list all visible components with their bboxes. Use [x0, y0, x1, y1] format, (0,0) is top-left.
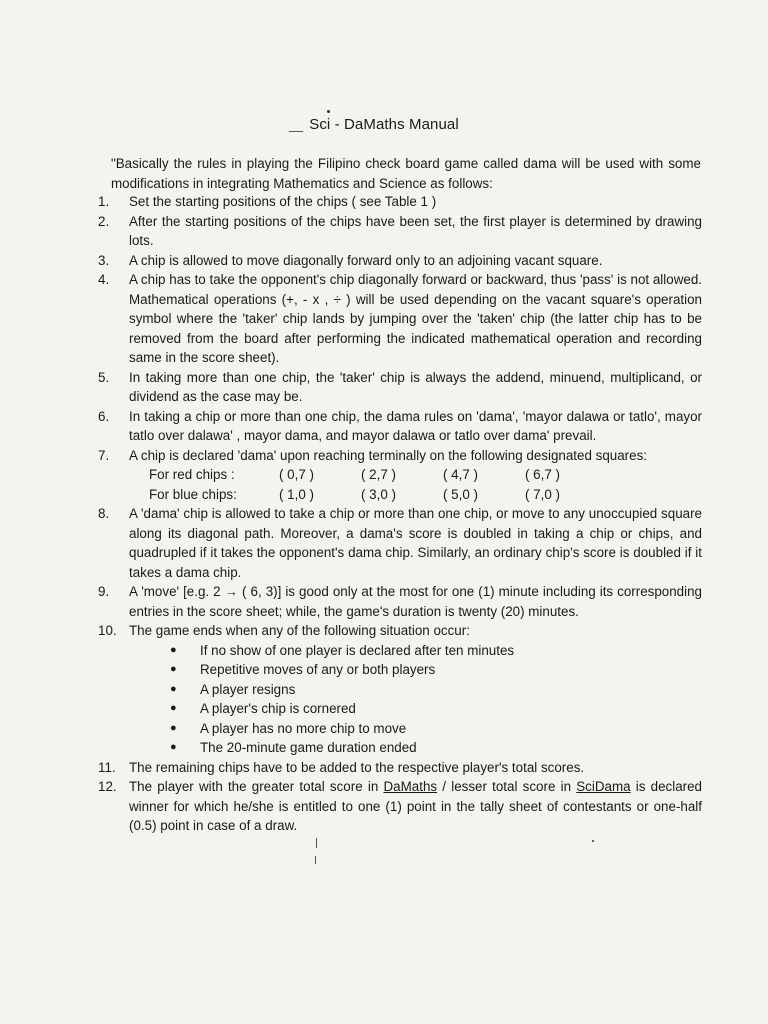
- blue-chips-label: For blue chips:: [149, 486, 237, 502]
- rule-item: [98, 270, 702, 368]
- end-conditions-list: [170, 641, 702, 758]
- rule-text: A chip has to take the opponent's chip diagonally forward or backward, thus 'pass' is not allowed. Mathematical operations (+, - x , ÷ ) will be used depending on the vacant square's operation symbol where the 'taker' chip lands by jumping over the 'taken' chip (the latter chip has to be removed from the board after performing the indicated mathematical operation and recording same in the score sheet).: [129, 272, 702, 365]
- square-coordinate: ( 1,0 ): [279, 486, 314, 502]
- rule-item: [98, 407, 702, 446]
- rule-number: 6.: [98, 408, 110, 424]
- rule-item: [98, 621, 702, 641]
- rule-number: 4.: [98, 272, 110, 287]
- bullet-icon: ●: [170, 663, 177, 675]
- square-coordinate: ( 2,7 ): [361, 467, 396, 482]
- list-item: [170, 680, 702, 700]
- damaths-term: DaMaths: [383, 779, 438, 794]
- rule-number: 9.: [98, 584, 110, 599]
- bullet-icon: ●: [170, 702, 177, 714]
- rule-item: [98, 192, 702, 212]
- bullet-icon: ●: [170, 721, 177, 734]
- square-coordinate: ( 0,7 ): [279, 467, 314, 482]
- rule-item: [98, 582, 702, 621]
- rule-number: 7.: [98, 447, 110, 463]
- rule-text: In taking a chip or more than one chip, the dama rules on 'dama', 'mayor dalawa or tatlo', mayor tatlo over dalawa' , mayor dama, and mayor dalawa or tatlo over dama' prevail.: [129, 408, 702, 443]
- rule-text: In taking more than one chip, the 'taker' chip is always the addend, minuend, multiplicand, or dividend as the case may be.: [129, 369, 702, 404]
- rule-text: A 'dama' chip is allowed to take a chip or more than one chip, or move to any unoccupied square along its diagonal path. Moreover, a dama's score is doubled in taking a chip or chips, and quadrupled if it takes the opponent's dama chip. Similarly, an ordinary chip's score is doubled if it takes a dama chip.: [129, 506, 702, 580]
- rule-text: Set the starting positions of the chips ( see Table 1 ): [129, 194, 437, 209]
- intro-paragraph: "Basically the rules in playing the Filipino check board game called dama will be used with some modifications in integrating Mathematics and Science as follows:: [111, 156, 701, 191]
- scan-mark: [315, 856, 316, 864]
- rule-text-part: / lesser total score in: [437, 779, 577, 794]
- scan-mark: [316, 838, 317, 848]
- rule-text: A chip is allowed to move diagonally forward only to an adjoining vacant square.: [129, 252, 603, 268]
- square-coordinate: ( 4,7 ): [443, 467, 478, 482]
- square-coordinate: ( 7,0 ): [525, 486, 560, 502]
- rule-number: 5.: [98, 369, 110, 385]
- square-coordinate: ( 6,7 ): [525, 467, 560, 482]
- rule-number: 1.: [98, 194, 110, 209]
- bullet-text: A player has no more chip to move: [200, 720, 407, 736]
- list-item: [170, 660, 702, 680]
- rule-text: [129, 777, 702, 836]
- rule-number: 8.: [98, 506, 110, 521]
- rule-item: [98, 446, 702, 466]
- rule-text-part: is declared winner for which he/she is entitled to one (1) point in the tally sheet of contestants or one-half (0.5) point in case of a draw.: [129, 779, 703, 833]
- scan-speck: [592, 840, 594, 842]
- rule-text: A 'move' [e.g. 2 → ( 6, 3)] is good only at the most for one (1) minute including its corresponding entries in the score sheet; while, the game's duration is twenty (20) minutes.: [129, 584, 702, 619]
- list-item: [170, 699, 702, 719]
- rule-number: 12.: [98, 779, 117, 794]
- rule-text: The remaining chips have to be added to the respective player's total scores.: [129, 759, 585, 775]
- rule-text: After the starting positions of the chips have been set, the first player is determined by drawing lots.: [129, 213, 702, 248]
- scidama-term: SciDama: [576, 779, 631, 794]
- rule-text: The game ends when any of the following situation occur:: [129, 623, 470, 638]
- bullet-icon: ●: [170, 682, 177, 695]
- rule-text: A chip is declared 'dama' upon reaching terminally on the following designated squares:: [129, 447, 647, 463]
- rule-number: 10.: [98, 623, 117, 638]
- list-item: [170, 719, 702, 739]
- rule-number: 2.: [98, 213, 110, 229]
- rule-number: 11.: [98, 759, 116, 775]
- square-coordinate: ( 5,0 ): [443, 486, 478, 502]
- rule-item: [98, 504, 702, 582]
- bullet-icon: ●: [170, 741, 177, 753]
- bullet-icon: ●: [170, 643, 177, 656]
- rule-item: [98, 777, 702, 836]
- bullet-text: Repetitive moves of any or both players: [200, 662, 436, 677]
- red-squares-row: [149, 465, 702, 485]
- list-item: [170, 738, 702, 758]
- rules-list: [98, 192, 702, 836]
- bullet-text: A player resigns: [200, 681, 296, 697]
- scan-speck: [327, 110, 330, 113]
- rule-number: 3.: [98, 252, 110, 268]
- bullet-text: A player's chip is cornered: [200, 701, 356, 716]
- list-item: [170, 641, 702, 661]
- blue-squares-row: [149, 485, 702, 505]
- rule-item: [98, 368, 702, 407]
- square-coordinate: ( 3,0 ): [361, 486, 396, 502]
- red-chips-label: For red chips :: [149, 467, 235, 482]
- page-title: Sci - DaMaths Manual: [309, 116, 459, 133]
- rule-item: [98, 758, 702, 778]
- rule-item: [98, 251, 702, 271]
- rule-item: [98, 212, 702, 251]
- bullet-text: The 20-minute game duration ended: [200, 740, 417, 755]
- rule-text-part: The player with the greater total score in: [129, 779, 384, 794]
- bullet-text: If no show of one player is declared after ten minutes: [200, 642, 515, 658]
